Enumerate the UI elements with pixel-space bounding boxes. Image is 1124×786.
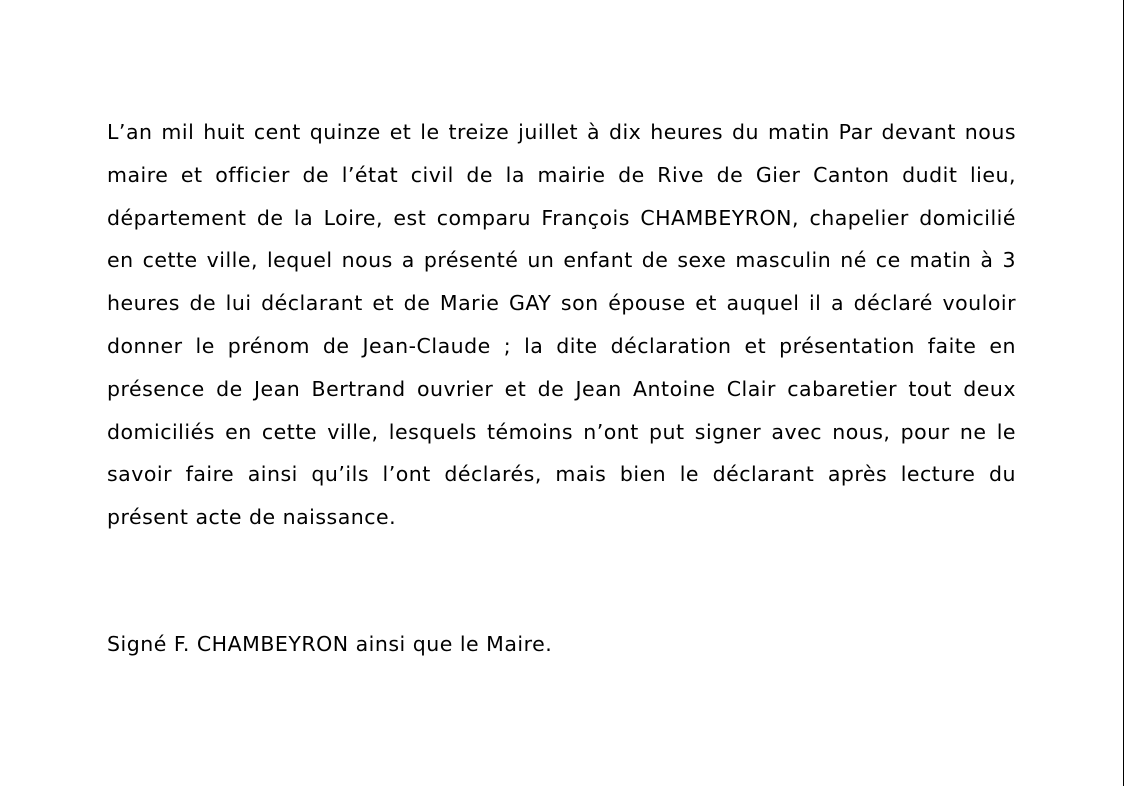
signature-line: Signé F. CHAMBEYRON ainsi que le Maire. — [107, 632, 553, 656]
birth-record-paragraph: L’an mil huit cent quinze et le treize juillet à dix heures du matin Par devant nous maire et officier de l’état civil de la mairie de Rive de Gier Canton dudit lieu, département de la Loire, est comparu François CHAMBEYRON, chapelier domicilié en cette ville, lequel nous a présenté un enfant de sexe masculin né ce matin à 3 heures de lui déclarant et de Marie GAY son épouse et auquel il a déclaré vouloir donner le prénom de Jean-Claude ; la dite déclaration et présentation faite en présence de Jean Bertrand ouvrier et de Jean Antoine Clair cabaretier tout deux domiciliés en cette ville, lesquels témoins n’ont put signer avec nous, pour ne le savoir faire ainsi qu’ils l’ont déclarés, mais bien le déclarant après lecture du présent acte de naissance. — [107, 120, 1016, 530]
